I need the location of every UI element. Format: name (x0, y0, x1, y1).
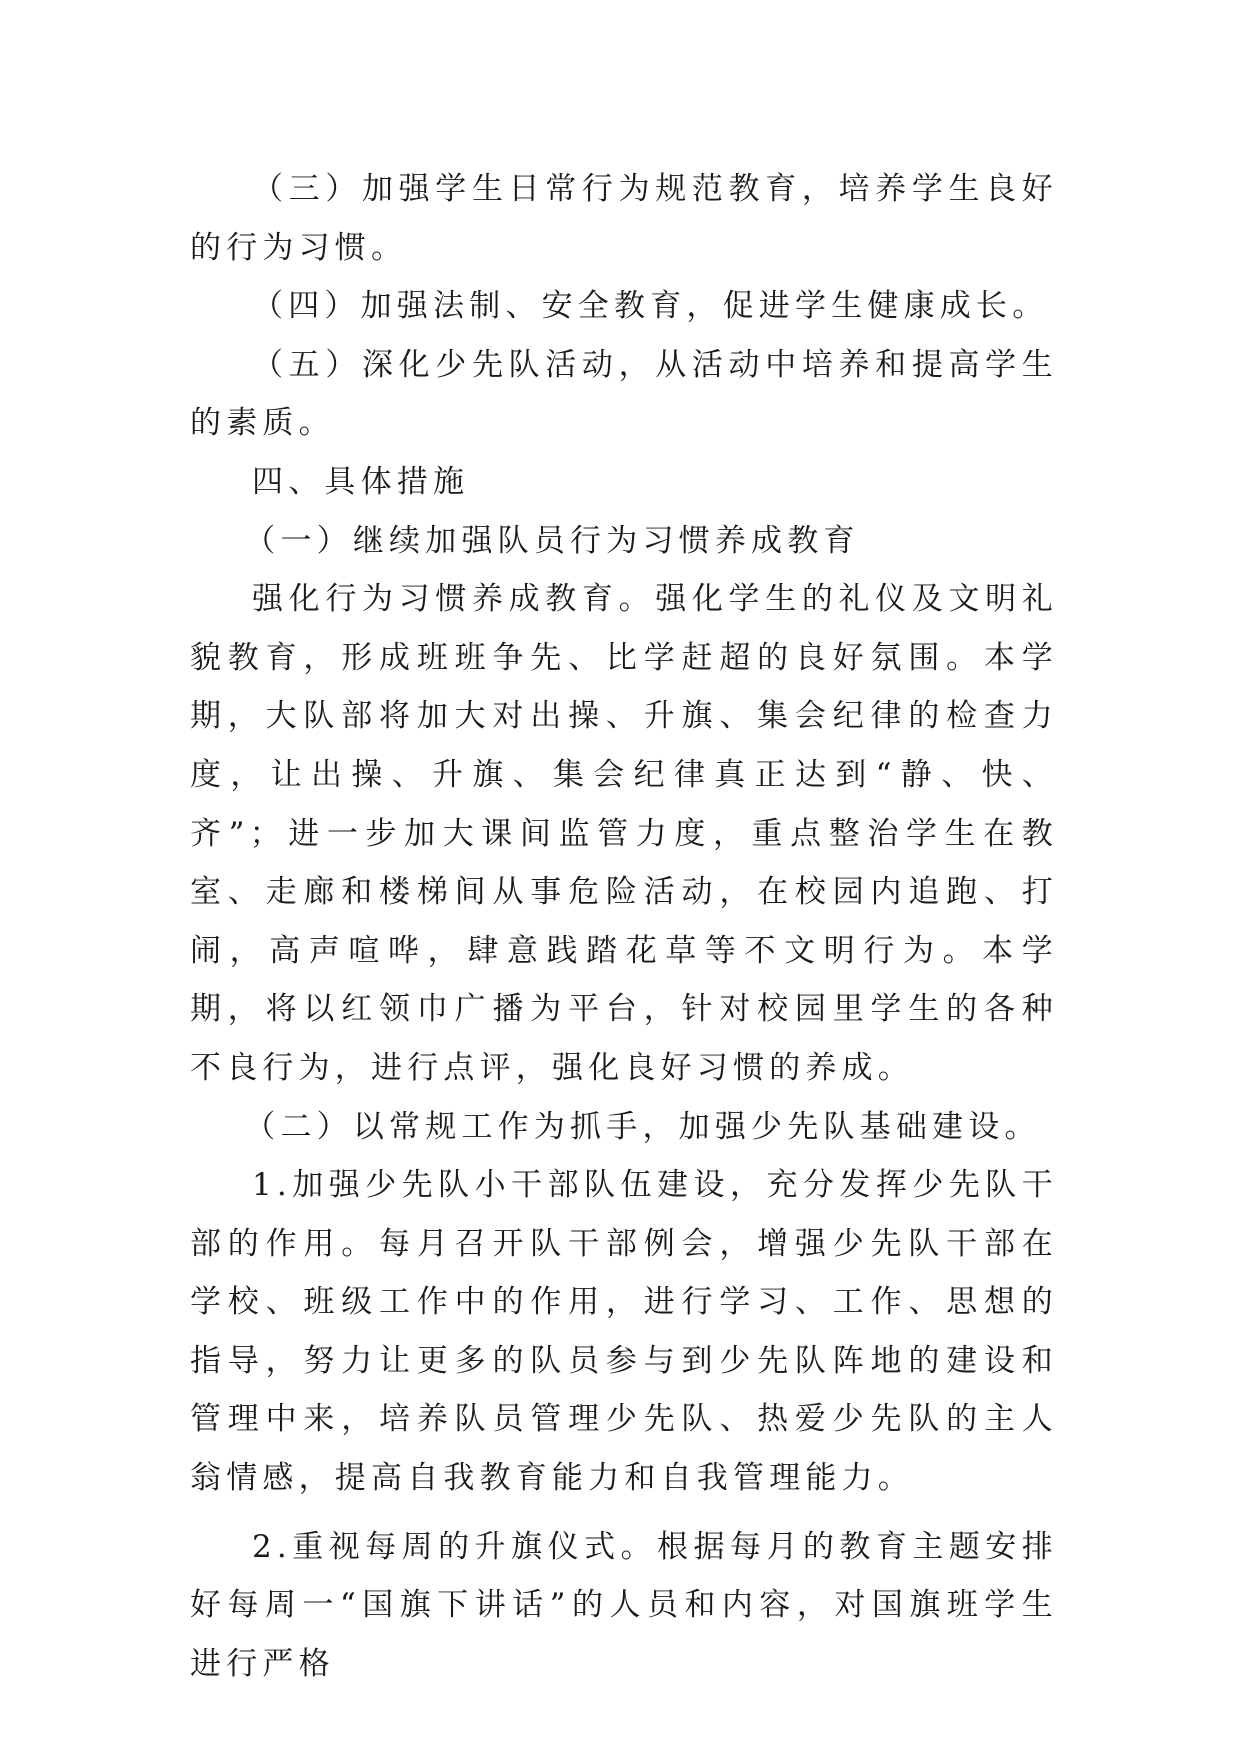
section-heading-measures: 四、具体措施 (252, 463, 470, 500)
paragraph-item-3: （三）加强学生日常行为规范教育，培养学生良好的行为习惯。 (190, 171, 1058, 266)
paragraph-item-4: （四）加强法制、安全教育，促进学生健康成长。 (252, 288, 1049, 325)
paragraph-item-5: （五）深化少先队活动，从活动中培养和提高学生的素质。 (190, 346, 1058, 442)
paragraph-behavior-habits: 强化行为习惯养成教育。强化学生的礼仪及文明礼貌教育，形成班班争先、比学赶超的良好氛围。本学期，大队部将加大对出操、升旗、集会纪律的检查力度，让出操、升旗、集会纪律真正达到“静、快、齐”；进一步加大课间监管力度，重点整治学生在教室、走廊和楼梯间从事危险活动，在校园内追跑、打闹，高声喧哗，肆意践踏花草等不文明行为。本学期，将以红领巾广播为平台，针对校园里学生的各种不良行为，进行点评，强化良好习惯的养成。 (190, 581, 1058, 1086)
subheading-1: （一）继续加强队员行为习惯养成教育 (244, 522, 860, 559)
document-body (190, 160, 1058, 1693)
paragraph-cadre-building: 1.加强少先队小干部队伍建设，充分发挥少先队干部的作用。每月召开队干部例会，增强少先队干部在学校、班级工作中的作用，进行学习、工作、思想的指导，努力让更多的队员参与到少先队阵地的建设和管理中来，培养队员管理少先队、热爱少先队的主人翁情感，提高自我教育能力和自我管理能力。 (190, 1167, 1058, 1497)
paragraph-flag-ceremony: 2.重视每周的升旗仪式。根据每月的教育主题安排好每周一“国旗下讲话”的人员和内容，对国旗班学生进行严格 (190, 1528, 1058, 1682)
subheading-2: （二）以常规工作为抓手，加强少先队基础建设。 (244, 1108, 1041, 1145)
